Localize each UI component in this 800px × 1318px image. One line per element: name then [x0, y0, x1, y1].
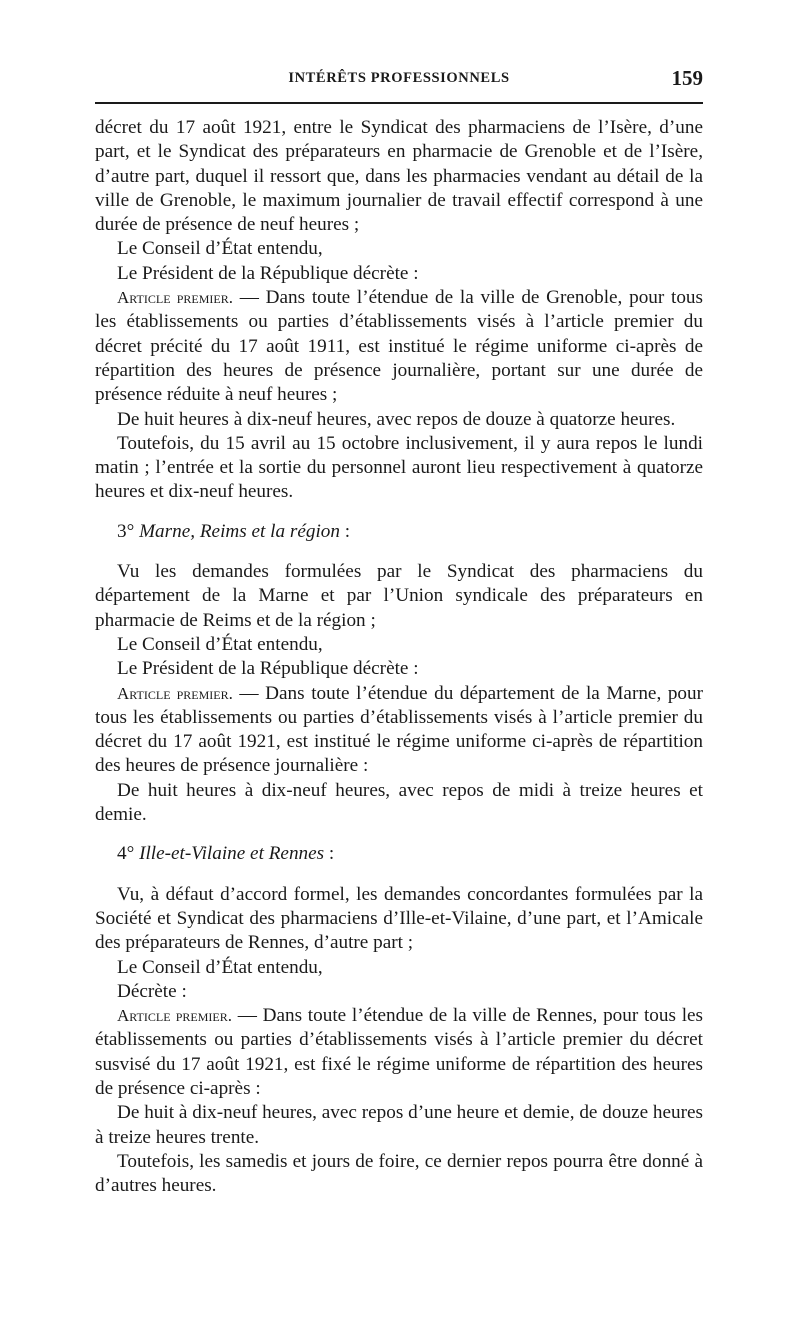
- paragraph-decret-grenoble: décret du 17 août 1921, entre le Syndicat des pharmaciens de l’Isère, d’une part, et le Syndicat des préparateurs en pharmacie de Grenoble et de l’Isère, d’autre part, duquel il ressort que, dans les pharmacies vendant au détail de la ville de Grenoble, le maximum journalier de travail effectif correspond à une durée de présence de neuf heures ;: [95, 117, 703, 236]
- page-header: [95, 64, 703, 96]
- paragraph-horaires-rennes: De huit à dix-neuf heures, avec repos d’une heure et demie, de douze heures à treize heures trente.: [95, 1102, 703, 1148]
- article-text: — Dans toute l’étendue de la ville de Grenoble, pour tous les établissements ou parties d’établissements visés à l’article premier du décret précité du 17 août 1911, est institué le régime uniforme ci-après de répartition des heures de présence journalière, portant sur une durée de présence réduite à neuf heures ;: [95, 287, 703, 406]
- paragraph-article-grenoble: [95, 286, 703, 407]
- header-rule: [95, 102, 703, 104]
- article-label: Article premier.: [117, 1006, 232, 1026]
- paragraph-president-decrete: Le Président de la République décrète :: [117, 262, 419, 284]
- section-number: 3°: [117, 520, 140, 542]
- paragraph-decrete: Décrète :: [117, 980, 187, 1002]
- article-text: — Dans toute l’étendue de la ville de Rennes, pour tous les établissements ou parties d’établissements visés à l’article premier du décret susvisé du 17 août 1921, est fixé le régime uniforme de répartition des heures de présence ci-après :: [95, 1005, 704, 1099]
- paragraph-toutefois-grenoble: Toutefois, du 15 avril au 15 octobre inclusivement, il y aura repos le lundi matin ; l’entrée et la sortie du personnel auront lieu respectivement à quatorze heures et dix-neuf heures.: [95, 432, 703, 503]
- page-body: [95, 116, 703, 1198]
- section-heading-ille-et-vilaine: [95, 842, 703, 866]
- page-number: 159: [671, 66, 703, 90]
- paragraph-vu-marne: Vu les demandes formulées par le Syndicat des pharmaciens du département de la Marne et par l’Union syndicale des préparateurs en pharmacie de Reims et de la région ;: [95, 561, 703, 631]
- paragraph-conseil-etat: Le Conseil d’État entendu,: [117, 238, 323, 260]
- paragraph-vu-rennes: Vu, à défaut d’accord formel, les demandes concordantes formulées par la Société et Syndicat des pharmaciens d’Ille-et-Vilaine, d’une part, et l’Amicale des préparateurs de Rennes, d’autre part ;: [95, 883, 703, 954]
- paragraph-article-marne: [95, 682, 703, 779]
- article-label: Article premier.: [117, 288, 233, 308]
- article-label: Article premier.: [117, 683, 233, 703]
- section-title: Marne, Reims et la région: [139, 520, 340, 542]
- paragraph-conseil-etat: Le Conseil d’État entendu,: [117, 633, 323, 655]
- section-colon: :: [324, 843, 335, 865]
- section-colon: :: [339, 520, 351, 542]
- paragraph-horaires-marne: De huit heures à dix-neuf heures, avec repos de midi à treize heures et demie.: [95, 779, 703, 826]
- paragraph-horaires-grenoble: De huit heures à dix-neuf heures, avec repos de douze à quatorze heures.: [117, 408, 676, 430]
- paragraph-president-decrete: Le Président de la République décrète :: [117, 658, 419, 680]
- section-heading-marne: [95, 520, 703, 544]
- paragraph-article-rennes: [95, 1004, 703, 1101]
- section-number: 4°: [117, 843, 140, 865]
- section-title: Ille-et-Vilaine et Rennes: [139, 843, 325, 865]
- paragraph-conseil-etat: Le Conseil d’État entendu,: [117, 956, 323, 978]
- paragraph-toutefois-rennes: Toutefois, les samedis et jours de foire, ce dernier repos pourra être donné à d’autres heures.: [95, 1150, 703, 1197]
- running-title: INTÉRÊTS PROFESSIONNELS: [288, 70, 510, 86]
- article-text: — Dans toute l’étendue du département de la Marne, pour tous les établissements ou parties d’établissements visés à l’article premier du décret du 17 août 1921, est institué le régime uniforme ci-après de répartition des heures de présence journalière :: [95, 682, 703, 777]
